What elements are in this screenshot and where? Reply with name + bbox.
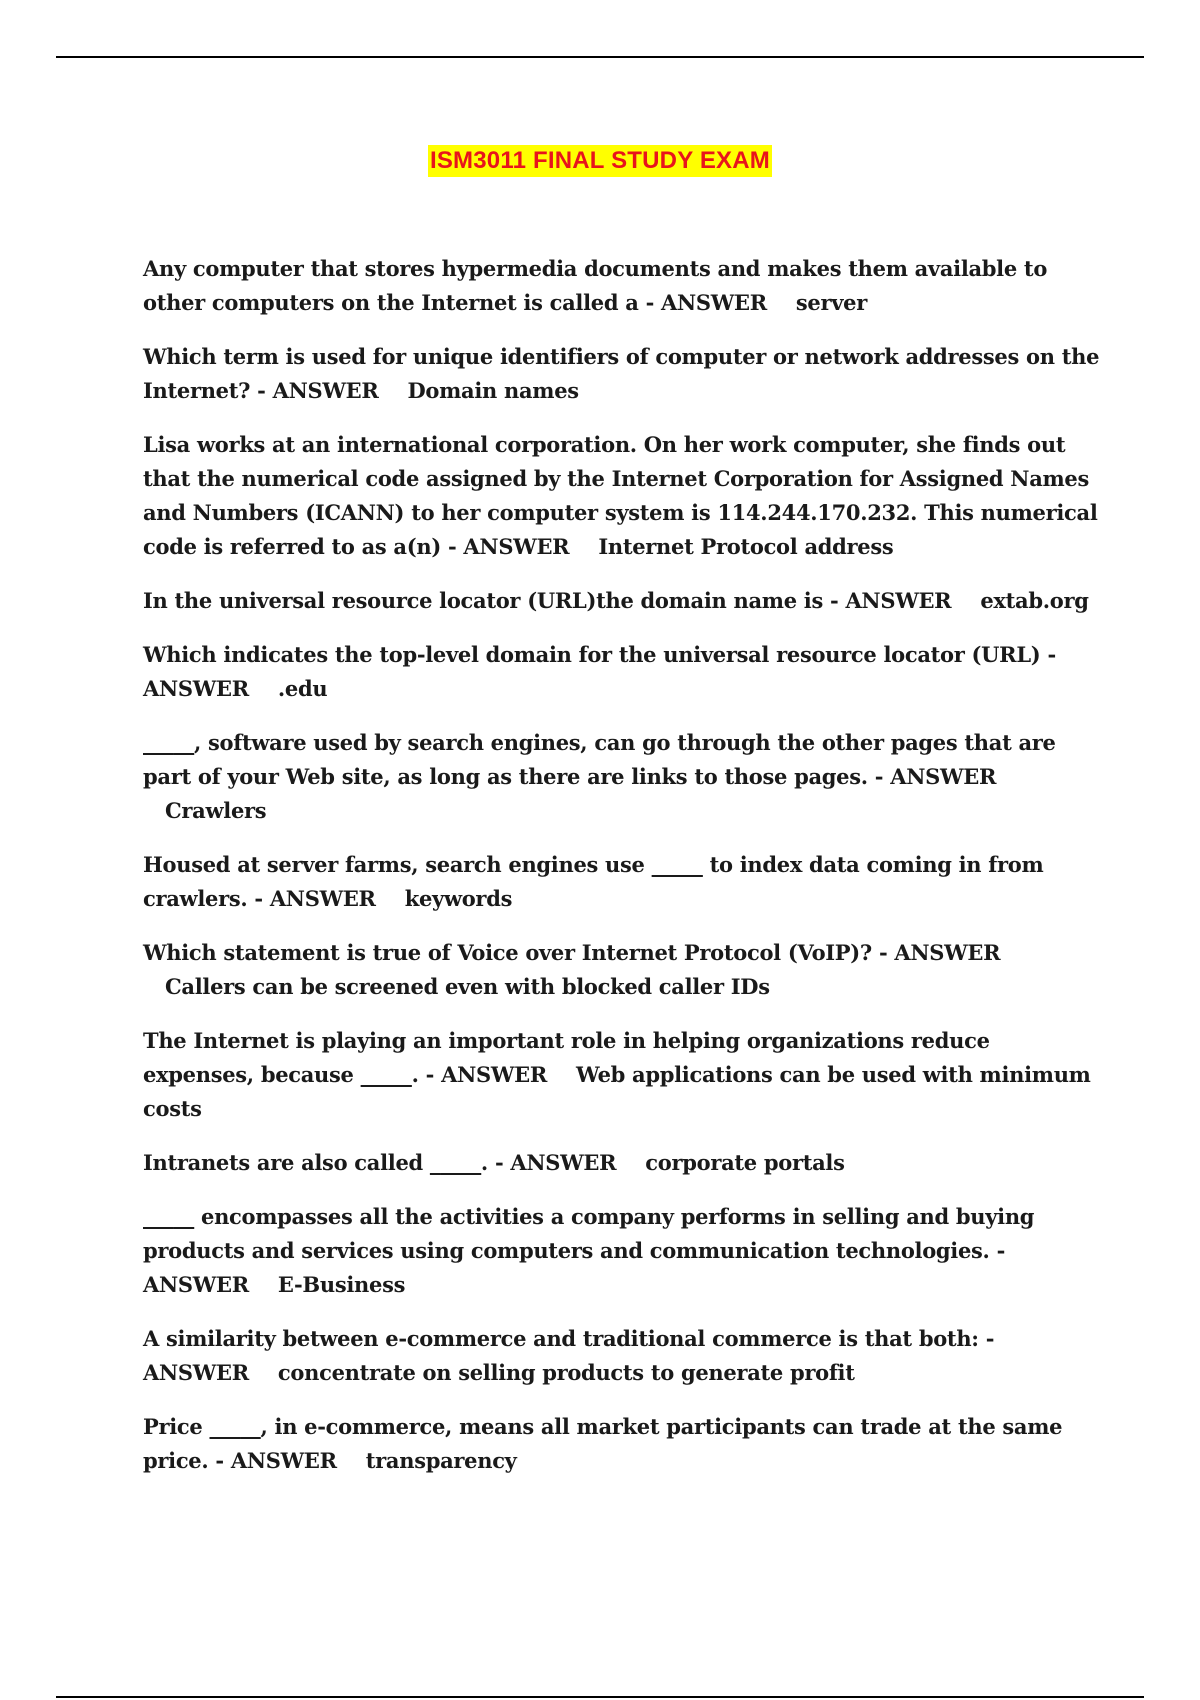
qa-item: [143, 340, 1103, 408]
answer-separator: - ANSWER: [448, 534, 570, 559]
question-text: _____ encompasses all the activities a company performs in selling and buying products and services using computers and communication technologies.: [143, 1204, 1035, 1263]
question-text: The Internet is playing an important role in helping organizations reduce expenses, because _____.: [143, 1028, 990, 1087]
qa-item: [143, 252, 1103, 320]
question-text: Housed at server farms, search engines use _____ to index data coming in from crawlers.: [143, 852, 1044, 911]
qa-item: [143, 1410, 1103, 1478]
answer-separator: - ANSWER: [143, 1326, 995, 1385]
answer-text: corporate portals: [645, 1150, 845, 1175]
question-text: A similarity between e-commerce and traditional commerce is that both:: [143, 1326, 979, 1351]
answer-text: concentrate on selling products to generate profit: [277, 1360, 855, 1385]
answer-text: Domain names: [407, 378, 579, 403]
answer-separator: - ANSWER: [143, 1238, 1006, 1297]
question-text: Which indicates the top-level domain for the universal resource locator (URL): [143, 642, 1041, 667]
footer-rule: [56, 1696, 1144, 1698]
qa-item: [143, 1146, 1103, 1180]
answer-separator: - ANSWER: [215, 1448, 337, 1473]
answer-text: Crawlers: [165, 798, 267, 823]
answer-text: Web applications can be used with minimum costs: [143, 1062, 1091, 1121]
qa-list: [143, 252, 1103, 1498]
answer-text: keywords: [404, 886, 513, 911]
question-text: Any computer that stores hypermedia documents and makes them available to other computers on the Internet is called a: [143, 256, 1048, 315]
question-text: Lisa works at an international corporation. On her work computer, she finds out that the numerical code assigned by the Internet Corporation for Assigned Names and Numbers (ICANN) to her computer system is 114.244.170.232. This numerical code is referred to as a(n): [143, 432, 1098, 559]
qa-item: [143, 1200, 1103, 1302]
answer-text: server: [795, 290, 867, 315]
answer-separator: - ANSWER: [878, 940, 1001, 965]
answer-text: Internet Protocol address: [598, 534, 894, 559]
answer-text: extab.org: [980, 588, 1089, 613]
qa-item: [143, 1322, 1103, 1390]
answer-text: E-Business: [277, 1272, 406, 1297]
question-text: Price _____, in e-commerce, means all market participants can trade at the same price.: [143, 1414, 1063, 1473]
answer-text: .edu: [277, 676, 328, 701]
answer-separator: - ANSWER: [830, 588, 952, 613]
answer-separator: - ANSWER: [425, 1062, 547, 1087]
answer-separator: - ANSWER: [143, 642, 1056, 701]
header-rule: [56, 56, 1144, 58]
qa-item: [143, 1024, 1103, 1126]
answer-separator: - ANSWER: [874, 764, 997, 789]
question-text: Which term is used for unique identifiers of computer or network addresses on the Internet?: [143, 344, 1100, 403]
answer-separator: - ANSWER: [645, 290, 767, 315]
qa-item: [143, 638, 1103, 706]
question-text: In the universal resource locator (URL)the domain name is: [143, 588, 823, 613]
question-text: Which statement is true of Voice over Internet Protocol (VoIP)?: [143, 940, 872, 965]
qa-item: [143, 936, 1103, 1004]
qa-item: [143, 726, 1103, 828]
question-text: Intranets are also called _____.: [143, 1150, 488, 1175]
answer-separator: - ANSWER: [254, 886, 376, 911]
answer-separator: - ANSWER: [494, 1150, 617, 1175]
answer-text: Callers can be screened even with blocked caller IDs: [165, 974, 770, 999]
answer-separator: - ANSWER: [257, 378, 379, 403]
qa-item: [143, 584, 1103, 618]
title-container: [0, 145, 1200, 177]
answer-text: transparency: [365, 1448, 517, 1473]
qa-item: [143, 848, 1103, 916]
question-text: _____, software used by search engines, can go through the other pages that are part of your Web site, as long as there are links to those pages.: [143, 730, 1056, 789]
page-title: ISM3011 FINAL STUDY EXAM: [428, 145, 772, 177]
qa-item: [143, 428, 1103, 564]
